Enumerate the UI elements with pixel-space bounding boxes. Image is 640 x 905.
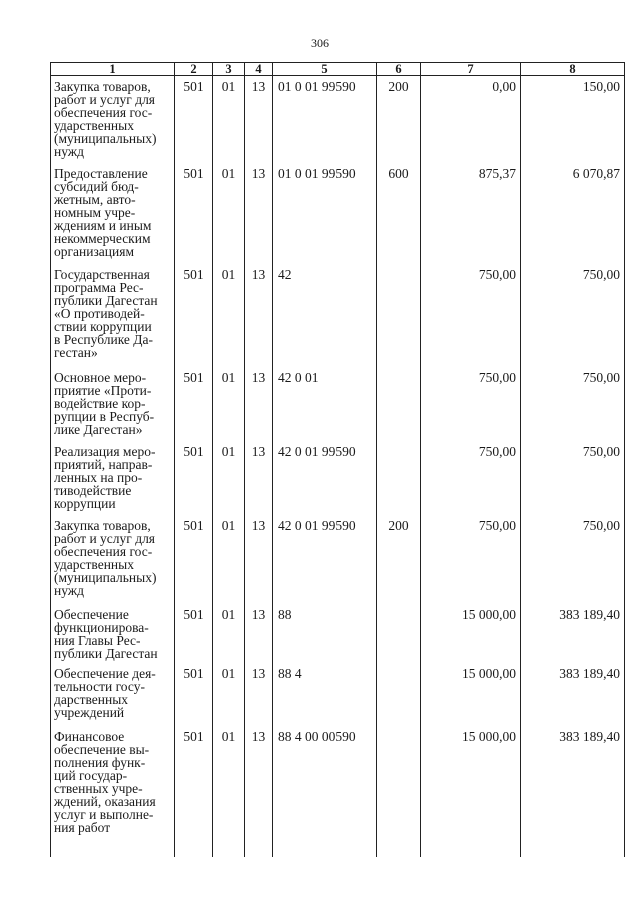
page-number: 306 (311, 36, 329, 50)
row-col-2: 501 (175, 441, 213, 515)
row-name-line: Основное меро- (54, 369, 147, 385)
row-col-7: 750,00 (421, 367, 521, 441)
row-col-7: 875,37 (421, 163, 521, 264)
row-name-line: ударственных (54, 118, 134, 133)
header-col-8: 8 (521, 63, 625, 76)
row-name-line: ния Главы Рес- (54, 632, 141, 648)
table-row (51, 163, 625, 264)
row-col-8: 383 189,40 (521, 604, 625, 663)
row-col-4: 13 (245, 604, 273, 663)
table-row (51, 264, 625, 367)
row-name-line: обеспечения гос- (54, 543, 153, 559)
row-name-cell (51, 163, 175, 264)
row-col-3: 01 (213, 663, 245, 726)
row-col-6: 600 (377, 163, 421, 264)
header-row (51, 63, 625, 76)
row-col-5: 88 (273, 604, 377, 663)
row-name-line: номным учре- (54, 204, 136, 220)
row-name-line: ждениям и иным (54, 217, 152, 233)
row-name-cell (51, 264, 175, 367)
row-name-line: водействие кор- (54, 395, 146, 411)
row-name-line: публики Дагестан (54, 292, 158, 308)
row-name-line: учреждений (54, 704, 125, 720)
row-col-5: 88 4 (273, 663, 377, 726)
table-row (51, 604, 625, 663)
header-col-1: 1 (51, 63, 175, 76)
row-name-line: ударственных (54, 556, 134, 572)
row-name-line: обеспечения гос- (54, 105, 153, 120)
row-col-7: 15 000,00 (421, 726, 521, 857)
row-name-line: гестан» (54, 344, 98, 360)
row-name-cell (51, 604, 175, 663)
table-row (51, 515, 625, 604)
row-col-2: 501 (175, 604, 213, 663)
row-name-line: рупции в Респуб- (54, 408, 155, 424)
row-col-8: 750,00 (521, 441, 625, 515)
table-row (51, 663, 625, 726)
row-name-line: «О противодей- (54, 305, 145, 321)
row-col-4: 13 (245, 367, 273, 441)
row-name-line: Закупка товаров, (54, 79, 151, 94)
row-name-line: обеспечение вы- (54, 741, 150, 757)
row-col-3: 01 (213, 163, 245, 264)
row-col-6 (377, 604, 421, 663)
row-name-cell (51, 726, 175, 857)
row-name-line: Государственная (54, 266, 150, 282)
row-col-4: 13 (245, 515, 273, 604)
row-name-line: (муниципальных) (54, 131, 157, 146)
row-name-line: работ и услуг для (54, 92, 156, 107)
row-name-line: публики Дагестан (54, 645, 158, 661)
table-header (51, 63, 625, 76)
row-name-line: дарственных (54, 691, 129, 707)
row-name-line: программа Рес- (54, 279, 144, 295)
row-col-5: 01 0 01 99590 (273, 76, 377, 163)
row-name-line: Финансовое (54, 728, 125, 744)
row-col-7: 750,00 (421, 441, 521, 515)
row-col-4: 13 (245, 163, 273, 264)
row-name-line: ственных учре- (54, 780, 143, 796)
row-name-cell (51, 441, 175, 515)
row-col-2: 501 (175, 76, 213, 163)
row-name-line: полнения функ- (54, 754, 146, 770)
row-name-line: субсидий бюд- (54, 178, 139, 194)
row-name-line: лике Дагестан» (54, 421, 143, 437)
row-name-line: нужд (54, 144, 84, 159)
row-name-line: Закупка товаров, (54, 517, 151, 533)
row-col-2: 501 (175, 163, 213, 264)
row-col-4: 13 (245, 76, 273, 163)
row-col-3: 01 (213, 367, 245, 441)
row-col-5: 42 0 01 99590 (273, 441, 377, 515)
header-col-3: 3 (213, 63, 245, 76)
row-col-6 (377, 663, 421, 726)
row-col-5: 42 (273, 264, 377, 367)
row-name-cell (51, 515, 175, 604)
row-col-6 (377, 367, 421, 441)
row-col-2: 501 (175, 367, 213, 441)
table-row (51, 726, 625, 857)
budget-table (50, 62, 625, 857)
row-col-7: 15 000,00 (421, 604, 521, 663)
row-col-8: 383 189,40 (521, 726, 625, 857)
row-name-line: коррупции (54, 495, 116, 511)
header-col-2: 2 (175, 63, 213, 76)
row-name-line: Реализация меро- (54, 443, 156, 459)
row-name-line: приятие «Проти- (54, 382, 152, 398)
row-col-8: 6 070,87 (521, 163, 625, 264)
row-name-line: нужд (54, 582, 84, 598)
row-col-8: 750,00 (521, 264, 625, 367)
row-name-cell (51, 663, 175, 726)
row-col-7: 750,00 (421, 264, 521, 367)
header-col-5: 5 (273, 63, 377, 76)
row-name-line: (муниципальных) (54, 569, 157, 585)
header-col-7: 7 (421, 63, 521, 76)
row-name-line: ждений, оказания (54, 793, 156, 809)
row-col-3: 01 (213, 726, 245, 857)
row-col-6: 200 (377, 76, 421, 163)
row-col-4: 13 (245, 441, 273, 515)
row-name-line: в Республике Да- (54, 331, 153, 347)
row-col-8: 150,00 (521, 76, 625, 163)
table-body (51, 76, 625, 857)
row-name-line: работ и услуг для (54, 530, 156, 546)
row-name-line: ций государ- (54, 767, 128, 783)
row-col-2: 501 (175, 726, 213, 857)
row-name-line: функционирова- (54, 619, 149, 635)
row-col-4: 13 (245, 264, 273, 367)
row-name-line: ния работ (54, 819, 111, 835)
row-col-5: 01 0 01 99590 (273, 163, 377, 264)
row-col-5: 42 0 01 (273, 367, 377, 441)
row-name-cell (51, 76, 175, 163)
row-col-3: 01 (213, 515, 245, 604)
row-col-2: 501 (175, 515, 213, 604)
row-col-7: 15 000,00 (421, 663, 521, 726)
header-col-6: 6 (377, 63, 421, 76)
table-row (51, 441, 625, 515)
row-col-5: 88 4 00 00590 (273, 726, 377, 857)
row-col-5: 42 0 01 99590 (273, 515, 377, 604)
row-col-7: 0,00 (421, 76, 521, 163)
table-row (51, 76, 625, 163)
row-name-line: тельности госу- (54, 678, 145, 694)
table-row (51, 367, 625, 441)
row-name-line: Обеспечение дея- (54, 665, 156, 681)
row-col-6: 200 (377, 515, 421, 604)
row-col-3: 01 (213, 604, 245, 663)
row-name-line: организациям (54, 243, 135, 259)
row-name-line: некоммерческим (54, 230, 151, 246)
row-col-2: 501 (175, 264, 213, 367)
row-col-3: 01 (213, 264, 245, 367)
row-name-line: тиводействие (54, 482, 132, 498)
row-name-line: Обеспечение (54, 606, 129, 622)
row-col-8: 750,00 (521, 367, 625, 441)
row-name-line: услуг и выполне- (54, 806, 154, 822)
row-name-line: приятий, направ- (54, 456, 153, 472)
row-col-4: 13 (245, 726, 273, 857)
row-col-8: 750,00 (521, 515, 625, 604)
row-col-2: 501 (175, 663, 213, 726)
row-col-3: 01 (213, 76, 245, 163)
row-col-6 (377, 441, 421, 515)
row-col-6 (377, 264, 421, 367)
row-name-line: ствии коррупции (54, 318, 152, 334)
row-col-4: 13 (245, 663, 273, 726)
row-col-6 (377, 726, 421, 857)
row-name-line: ленных на про- (54, 469, 143, 485)
row-name-cell (51, 367, 175, 441)
row-col-3: 01 (213, 441, 245, 515)
row-name-line: жетным, авто- (54, 191, 136, 207)
header-col-4: 4 (245, 63, 273, 76)
row-col-8: 383 189,40 (521, 663, 625, 726)
row-name-line: Предоставление (54, 165, 148, 181)
row-col-7: 750,00 (421, 515, 521, 604)
